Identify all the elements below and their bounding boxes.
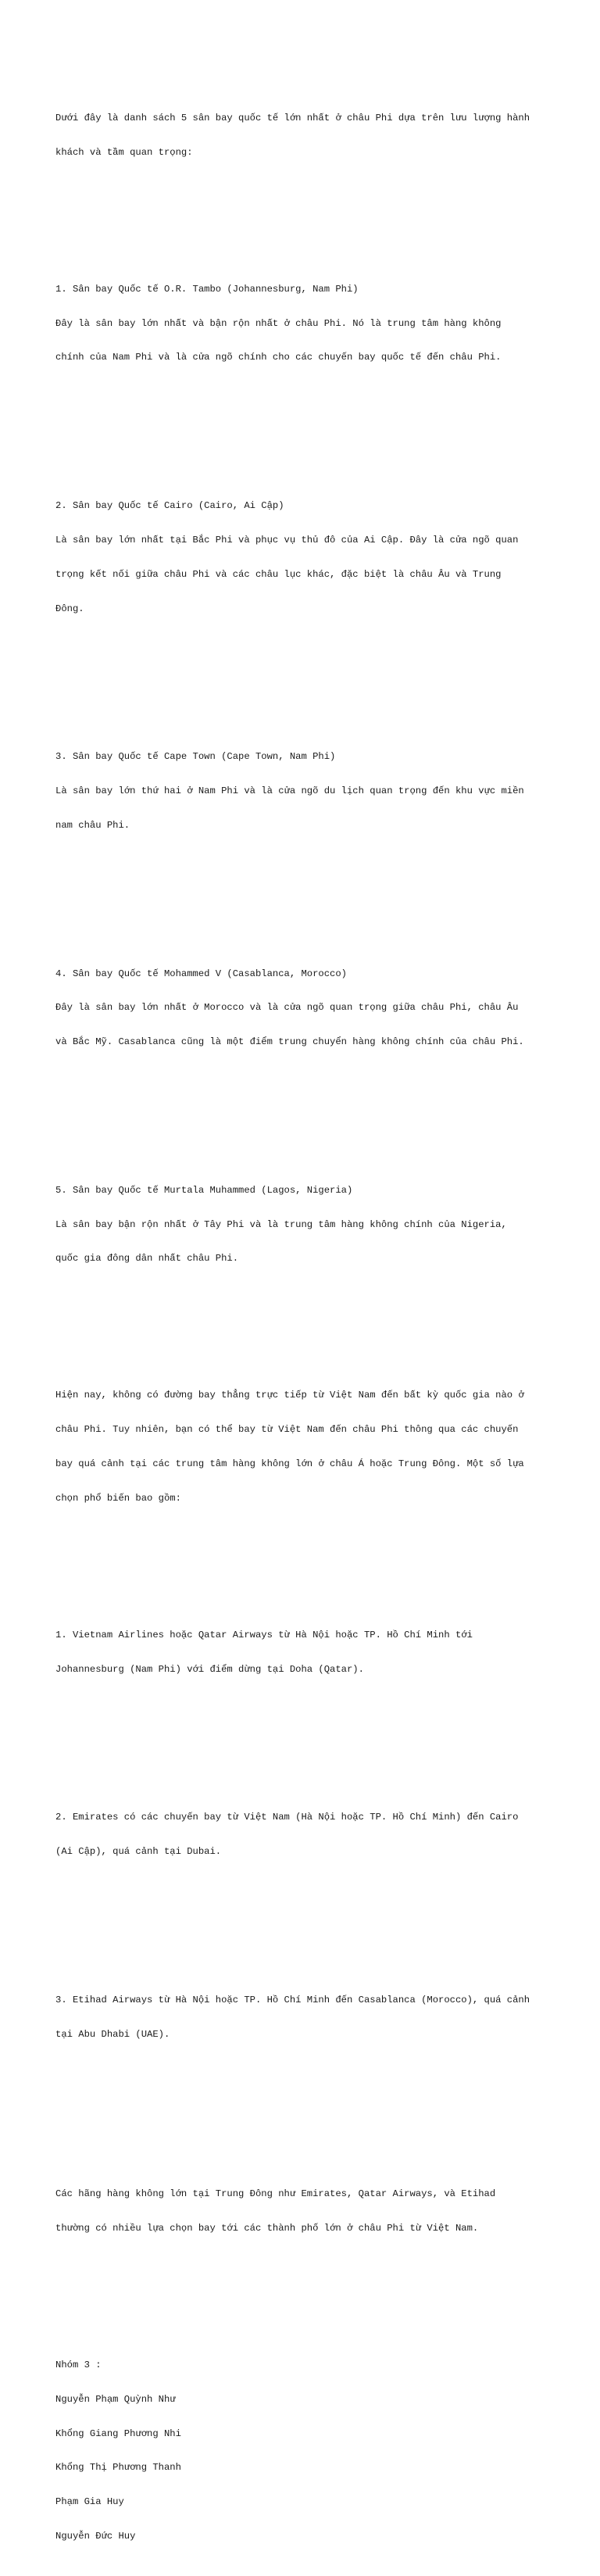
text-line: và Bắc Mỹ. Casablanca cũng là một điểm trung chuyển hàng không chính của châu Phi. [55,1036,524,1048]
airport-item [55,728,571,854]
intro-paragraph [55,90,571,181]
group-member: Nguyễn Phạm Quỳnh Như [55,2393,176,2405]
text-line: Đông. [55,603,84,614]
route-item [55,1972,571,2063]
group-member: Nguyễn Đức Huy [55,2530,136,2542]
airport-title: 4. Sân bay Quốc tế Mohammed V (Casablanca, Morocco) [55,968,347,979]
text-line: thường có nhiều lựa chọn bay tới các thành phố lớn ở châu Phi từ Việt Nam. [55,2222,479,2234]
airport-title: 3. Sân bay Quốc tế Cape Town (Cape Town, Nam Phi) [55,751,336,763]
routes-intro-paragraph [55,1367,571,1526]
text-line: quốc gia đông dân nhất châu Phi. [55,1253,239,1265]
text-line: Là sân bay lớn thứ hai ở Nam Phi và là cửa ngõ du lịch quan trọng đến khu vực miền [55,785,524,796]
route-item [55,1789,571,1880]
route-item [55,1607,571,1698]
text-line: châu Phi. Tuy nhiên, bạn có thể bay từ Việt Nam đến châu Phi thông qua các chuyến [55,1424,519,1436]
text-line: Johannesburg (Nam Phi) với điểm dừng tại Doha (Qatar). [55,1663,364,1675]
text-line: chọn phổ biến bao gồm: [55,1492,181,1504]
text-line: Là sân bay bận rộn nhất ở Tây Phi và là trung tâm hàng không chính của Nigeria, [55,1218,507,1230]
group-label: Nhóm 3 : [55,2359,102,2370]
text-line: chính của Nam Phi và là cửa ngõ chính cho các chuyến bay quốc tế đến châu Phi. [55,352,502,363]
text-line: nam châu Phi. [55,819,130,831]
text-line: Đây là sân bay lớn nhất và bận rộn nhất ở châu Phi. Nó là trung tâm hàng không [55,317,502,329]
group-member: Phạm Gia Huy [55,2496,124,2508]
text-line: Là sân bay lớn nhất tại Bắc Phi và phục vụ thủ đô của Ai Cập. Đây là cửa ngõ quan [55,534,519,546]
airport-title: 5. Sân bay Quốc tế Murtala Muhammed (Lagos, Nigeria) [55,1184,353,1196]
document-body [55,55,571,2576]
text-line: Dưới đây là danh sách 5 sân bay quốc tế lớn nhất ở châu Phi dựa trên lưu lượng hành [55,112,530,123]
airport-title: 1. Sân bay Quốc tế O.R. Tambo (Johannesburg, Nam Phi) [55,283,359,295]
group-members [55,2337,571,2565]
text-line: Đây là sân bay lớn nhất ở Morocco và là cửa ngõ quan trọng giữa châu Phi, châu Âu [55,1002,519,1014]
text-line: tại Abu Dhabi (UAE). [55,2028,170,2040]
group-member: Khổng Giang Phương Nhi [55,2428,181,2439]
text-line: Hiện nay, không có đường bay thẳng trực tiếp từ Việt Nam đến bất kỳ quốc gia nào ở [55,1390,524,1401]
text-line: 3. Etihad Airways từ Hà Nội hoặc TP. Hồ Chí Minh đến Casablanca (Morocco), quá cảnh [55,1994,530,2005]
text-line: 1. Vietnam Airlines hoặc Qatar Airways từ Hà Nội hoặc TP. Hồ Chí Minh tới [55,1629,473,1640]
conclusion-paragraph [55,2166,571,2257]
group-member: Khổng Thị Phương Thanh [55,2462,181,2474]
airport-item [55,945,571,1071]
text-line: Các hãng hàng không lớn tại Trung Đông như Emirates, Qatar Airways, và Etihad [55,2188,496,2200]
text-line: khách và tầm quan trọng: [55,146,193,158]
airport-item [55,1162,571,1288]
text-line: (Ai Cập), quá cảnh tại Dubai. [55,1846,222,1858]
text-line: trọng kết nối giữa châu Phi và các châu lục khác, đặc biệt là châu Âu và Trung [55,568,502,580]
airport-item [55,478,571,637]
airport-item [55,261,571,387]
airport-title: 2. Sân bay Quốc tế Cairo (Cairo, Ai Cập) [55,500,284,512]
text-line: 2. Emirates có các chuyến bay từ Việt Nam (Hà Nội hoặc TP. Hồ Chí Minh) đến Cairo [55,1812,519,1823]
text-line: bay quá cảnh tại các trung tâm hàng không lớn ở châu Á hoặc Trung Đông. Một số lựa [55,1458,524,1470]
